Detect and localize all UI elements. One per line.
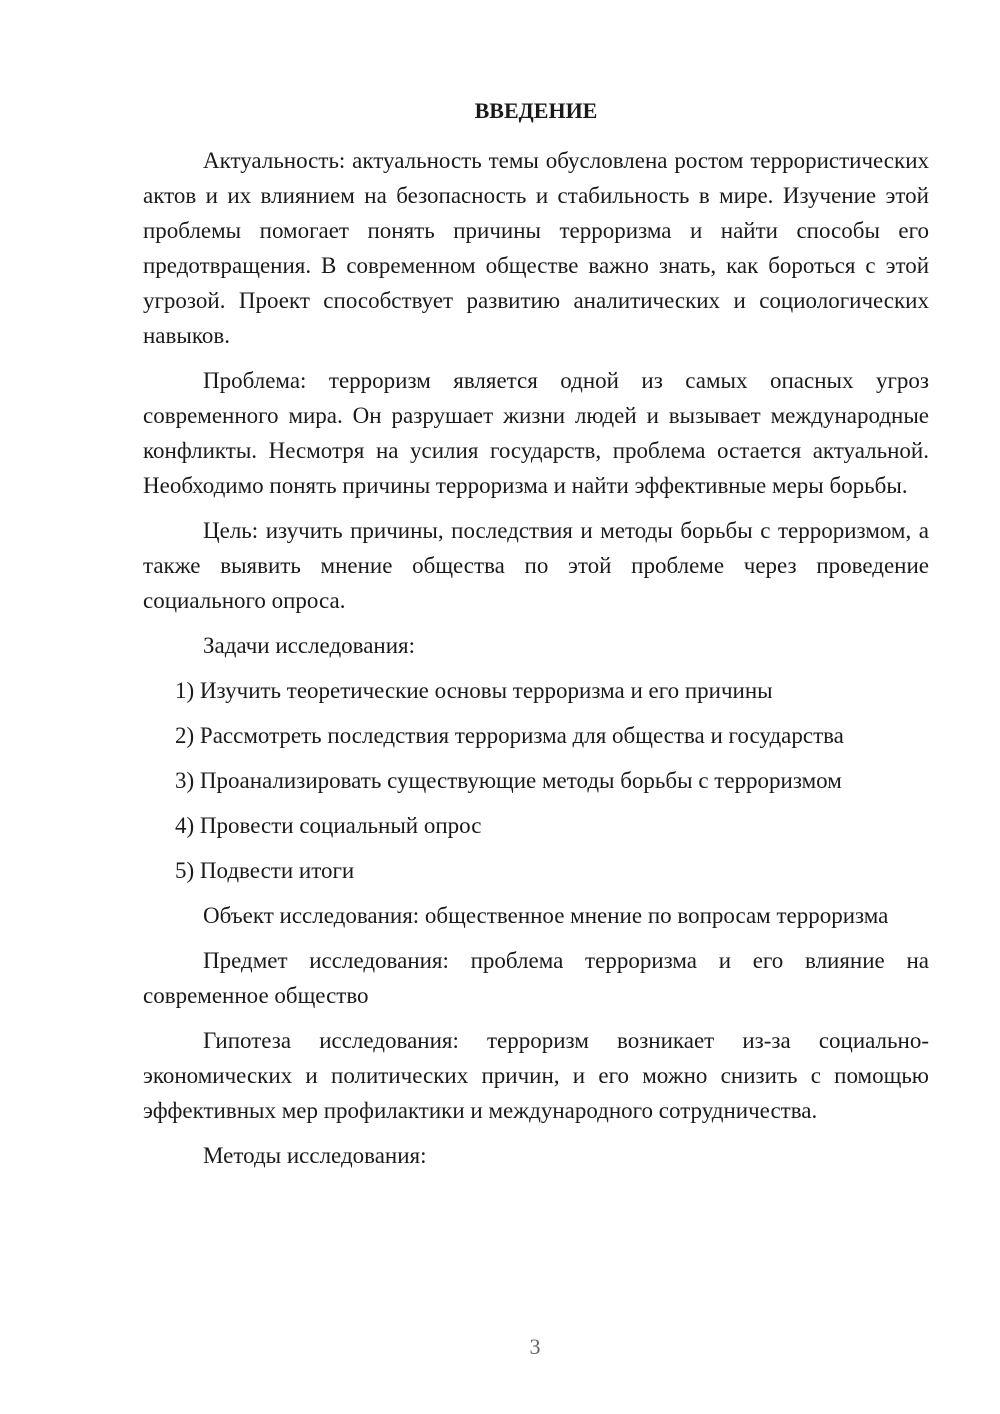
- paragraph-goal: Цель: изучить причины, последствия и методы борьбы с терроризмом, а также выявить мнение общества по этой проблеме через проведение социального опроса.: [143, 518, 929, 613]
- document-body: [143, 96, 929, 1183]
- list-item: 2) Рассмотреть последствия терроризма для общества и государства: [175, 723, 844, 748]
- methods-title: Методы исследования:: [203, 1143, 427, 1168]
- tasks-title: Задачи исследования:: [203, 633, 416, 658]
- page-number: 3: [529, 1334, 541, 1359]
- paragraph-subject: Предмет исследования: проблема терроризма и его влияние на современное общество: [143, 948, 929, 1008]
- list-item: 5) Подвести итоги: [175, 858, 355, 883]
- tasks-list: [143, 673, 929, 888]
- list-item: 1) Изучить теоретические основы терроризма и его причины: [175, 678, 773, 703]
- paragraph-object: Объект исследования: общественное мнение по вопросам терроризма: [203, 903, 889, 928]
- paragraph-hypothesis: Гипотеза исследования: терроризм возникает из-за социально-экономических и политических причин, и его можно снизить с помощью эффективных мер профилактики и международного сотрудничества.: [143, 1028, 929, 1123]
- paragraph-relevance: Актуальность: актуальность темы обусловлена ростом террористических актов и их влиянием на безопасность и стабильность в мире. Изучение этой проблемы помогает понять причины терроризма и найти способы его предотвращения. В современном обществе важно знать, как бороться с этой угрозой. Проект способствует развитию аналитических и социологических навыков.: [143, 148, 929, 348]
- section-heading: ВВЕДЕНИЕ: [474, 98, 598, 123]
- paragraph-problem: Проблема: терроризм является одной из самых опасных угроз современного мира. Он разрушает жизни людей и вызывает международные конфликты. Несмотря на усилия государств, проблема остается актуальной. Необходимо понять причины терроризма и найти эффективные меры борьбы.: [143, 368, 929, 498]
- list-item: 4) Провести социальный опрос: [175, 813, 482, 838]
- list-item: 3) Проанализировать существующие методы борьбы с терроризмом: [175, 768, 842, 793]
